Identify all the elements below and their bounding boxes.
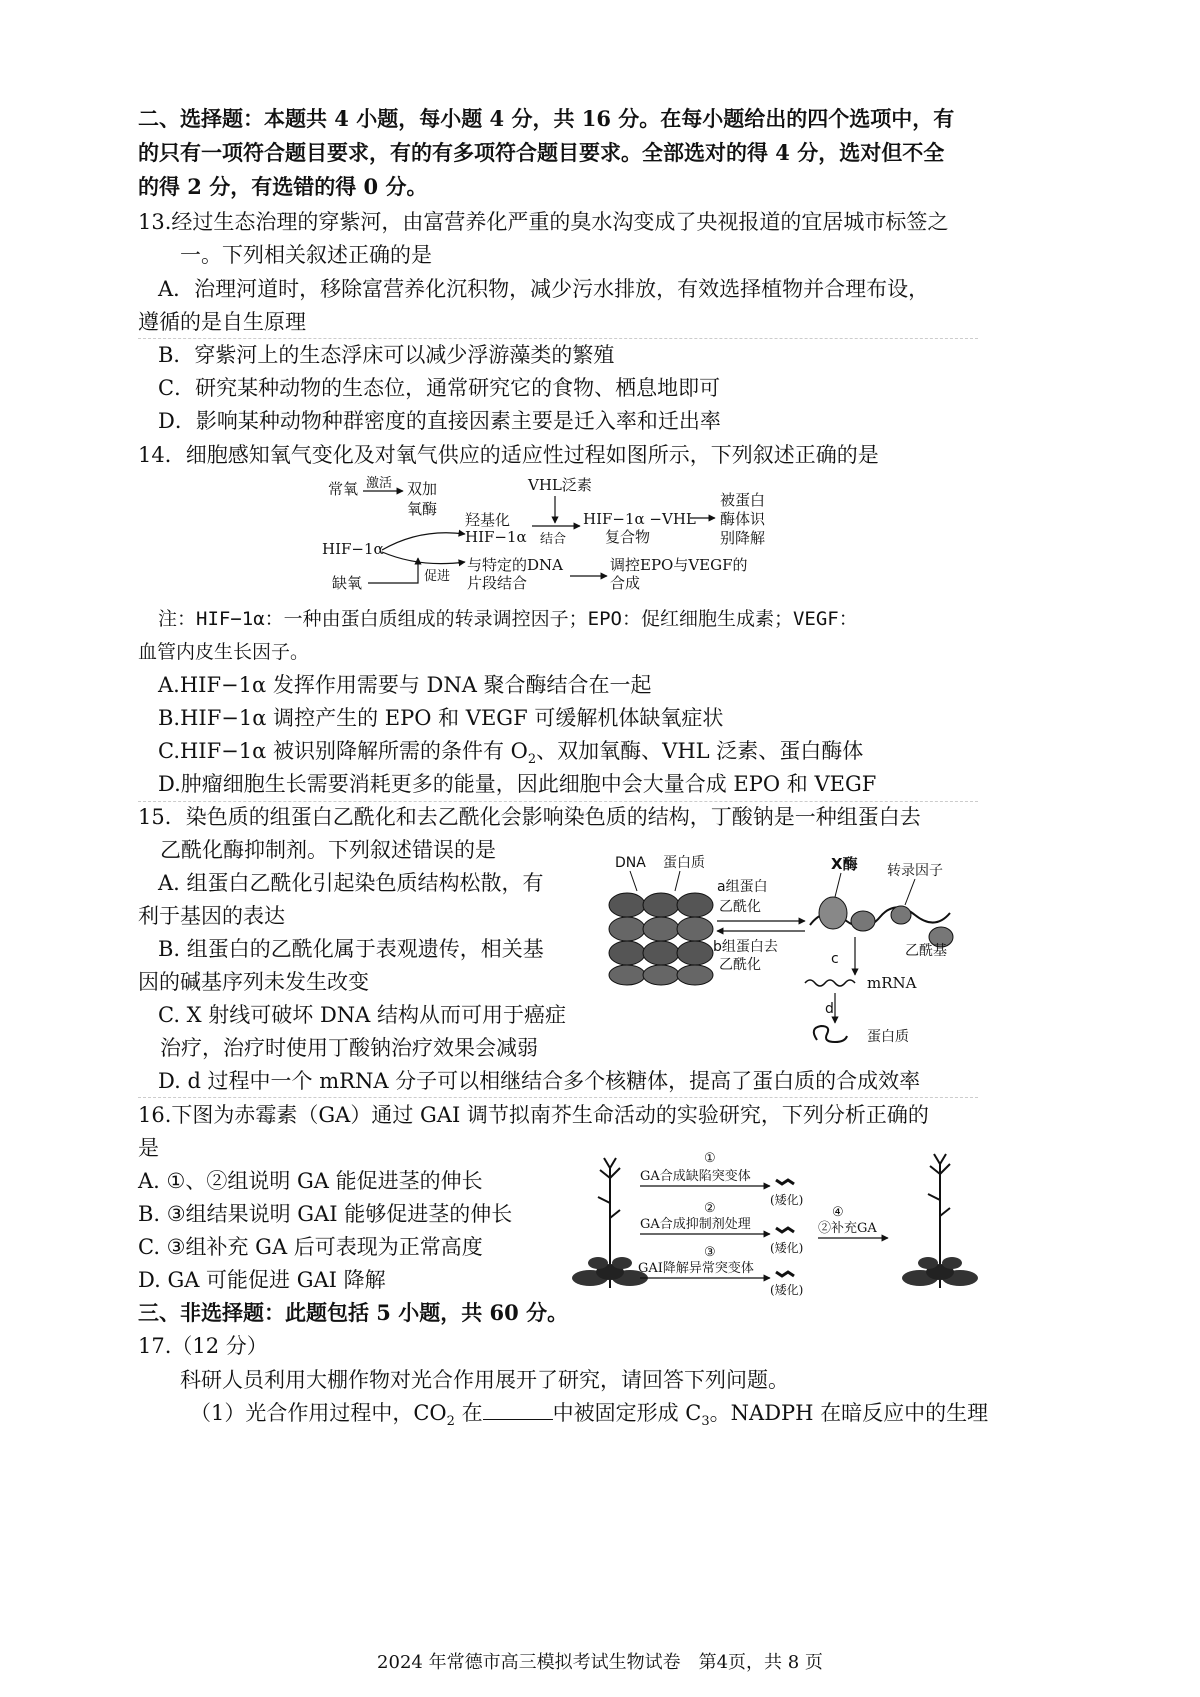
condensed-chromatin-icon [609, 893, 713, 985]
q16-option-a: A. ①、②组说明 GA 能促进茎的伸长 [138, 1169, 483, 1193]
dwarf-plant-icon [776, 1180, 794, 1184]
q17-intro: 科研人员利用大棚作物对光合作用展开了研究，请回答下列问题。 [180, 1368, 789, 1392]
activate-label: 激活 [366, 476, 393, 491]
process-c-label: c [831, 951, 839, 967]
bind-label: 结合 [540, 532, 567, 547]
q15-stem-2: 乙酰化酶抑制剂。下列叙述错误的是 [160, 838, 496, 862]
complex-label-2: 复合物 [605, 528, 651, 546]
hypoxia-label: 缺氧 [332, 574, 363, 592]
dna-binding-label-1: 与特定的DNA [467, 556, 563, 574]
group-2-number: ② [704, 1201, 716, 1216]
section3-header: 三、非选择题：此题包括 5 小题，共 60 分。 [138, 1300, 569, 1325]
normoxia-label: 常氧 [328, 480, 359, 498]
q14-stem: 14．细胞感知氧气变化及对氧气供应的适应性过程如图所示，下列叙述正确的是 [138, 443, 879, 467]
hydroxylation-label: 羟基化 [465, 511, 511, 529]
section2-line2: 的只有一项符合题目要求，有的有多项符合题目要求。全部选对的得 4 分，选对但不全 [138, 140, 945, 165]
q15-option-c-2: 治疗，治疗时使用丁酸钠治疗效果会减弱 [160, 1036, 538, 1060]
ga-gai-diagram [570, 1148, 980, 1298]
x-enzyme-label: X酶 [831, 855, 858, 873]
hif-oxygen-diagram [300, 470, 800, 600]
q15-option-d: D. d 过程中一个 mRNA 分子可以相继结合多个核糖体，提高了蛋白质的合成效率 [158, 1069, 921, 1093]
hif-hydroxy-label: HIF−1α [465, 528, 527, 546]
q16-option-d: D. GA 可能促进 GAI 降解 [138, 1268, 386, 1292]
q14-option-a: A.HIF−1α 发挥作用需要与 DNA 聚合酶结合在一起 [158, 673, 652, 697]
mrna-label: mRNA [867, 974, 917, 992]
divider [138, 1097, 978, 1098]
answer-blank[interactable] [483, 1399, 553, 1420]
regulate-label-1: 调控EPO与VEGF的 [610, 556, 748, 574]
open-chromatin-icon [810, 897, 953, 947]
group-1-label: GA合成缺陷突变体 [640, 1169, 751, 1184]
dwarf-plant-icon [776, 1228, 794, 1232]
q15-option-a-1: A. 组蛋白乙酰化引起染色质结构松散，有 [158, 871, 544, 895]
degrade-label-3: 别降解 [720, 529, 766, 547]
chromatin-diagram [605, 845, 975, 1065]
degrade-label-1: 被蛋白 [720, 491, 766, 509]
page-footer: 2024 年常德市高三模拟考试生物试卷 第4页，共 8 页 [377, 1652, 823, 1673]
dwarf-label-1: (矮化) [770, 1193, 804, 1207]
q14-note-1: 注：HIF−1α：一种由蛋白质组成的转录调控因子；EPO：促红细胞生成素；VEGF： [158, 608, 858, 630]
q17-head: 17.（12 分） [138, 1334, 268, 1358]
regulate-label-2: 合成 [610, 574, 641, 592]
section2-line1: 二、选择题：本题共 4 小题，每小题 4 分，共 16 分。在每小题给出的四个选项中，有 [138, 106, 955, 131]
dioxygenase-label-2: 氧酶 [407, 500, 438, 518]
q15-option-b-2: 因的碱基序列未发生改变 [138, 970, 369, 994]
degrade-label-2: 酶体识 [720, 510, 766, 528]
q14-option-d: D.肿瘤细胞生长需要消耗更多的能量，因此细胞中会大量合成 EPO 和 VEGF [158, 772, 877, 796]
q13-stem-1: 13.经过生态治理的穿紫河，由富营养化严重的臭水沟变成了央视报道的宜居城市标签之 [138, 210, 949, 234]
deacetylation-label-2: 乙酰化 [719, 957, 761, 973]
supplement-ga-label: ②补充GA [818, 1221, 877, 1236]
q13-option-d: D．影响某种动物种群密度的直接因素主要是迁入率和迁出率 [158, 409, 721, 433]
q15-option-b-1: B. 组蛋白的乙酰化属于表观遗传，相关基 [158, 937, 544, 961]
q16-stem-2: 是 [138, 1136, 159, 1160]
divider [138, 338, 978, 339]
group-3-number: ③ [704, 1245, 716, 1260]
mrna-icon [805, 980, 855, 986]
q13-option-a-1: A．治理河道时，移除富营养化沉积物，减少污水排放，有效选择植物并合理布设， [158, 277, 930, 301]
q13-stem-2: 一。下列相关叙述正确的是 [180, 243, 432, 267]
q13-option-c: C．研究某种动物的生态位，通常研究它的食物、栖息地即可 [158, 376, 721, 400]
q16-stem-1: 16.下图为赤霉素（GA）通过 GAI 调节拟南芥生命活动的实验研究，下列分析正确的 [138, 1103, 929, 1127]
plant-icon [572, 1158, 648, 1288]
group-3-label: GAI降解异常突变体 [638, 1261, 754, 1276]
acetylation-label-2: 乙酰化 [719, 899, 761, 915]
group-1-number: ① [704, 1151, 716, 1166]
section2-line3: 的得 2 分，有选错的得 0 分。 [138, 174, 428, 199]
q15-stem-1: 15．染色质的组蛋白乙酰化和去乙酰化会影响染色质的结构，丁酸钠是一种组蛋白去 [138, 805, 921, 829]
dwarf-plant-icon [776, 1272, 794, 1276]
q16-option-b: B. ③组结果说明 GAI 能够促进茎的伸长 [138, 1202, 513, 1226]
protein-top-label: 蛋白质 [663, 855, 705, 871]
dna-label: DNA [615, 855, 646, 871]
dioxygenase-label-1: 双加 [407, 480, 438, 498]
q14-option-c: C.HIF−1α 被识别降解所需的条件有 $O_2$、双加氧酶、VHL 泛素、蛋白酶体 [158, 739, 864, 768]
q17-part-1: （1）光合作用过程中，$CO_2$ 在 中被固定形成 $C_3$。NADPH 在暗反应中的生理 [190, 1401, 989, 1430]
dna-binding-label-2: 片段结合 [467, 574, 528, 592]
q15-option-c-1: C. X 射线可破坏 DNA 结构从而可用于癌症 [158, 1003, 567, 1027]
complex-label-1: HIF−1α −VHL [583, 510, 696, 528]
vhl-label: VHL泛素 [528, 476, 592, 494]
promote-label: 促进 [424, 569, 451, 584]
q16-option-c: C. ③组补充 GA 后可表现为正常高度 [138, 1235, 483, 1259]
protein-icon [814, 1026, 847, 1042]
acetylation-label-1: a组蛋白 [717, 879, 768, 895]
deacetylation-label-1: b组蛋白去 [713, 939, 778, 955]
protein-label: 蛋白质 [867, 1029, 909, 1045]
acetyl-label: 乙酰基 [905, 943, 947, 959]
dwarf-label-2: (矮化) [770, 1241, 804, 1255]
hif-label: HIF−1α [322, 540, 384, 558]
q14-option-b: B.HIF−1α 调控产生的 EPO 和 VEGF 可缓解机体缺氧症状 [158, 706, 724, 730]
group-2-label: GA合成抑制剂处理 [640, 1217, 751, 1232]
process-d-label: d [825, 1001, 834, 1017]
plant-icon [902, 1154, 978, 1288]
q13-option-a-2: 遵循的是自生原理 [138, 310, 306, 334]
q13-option-b: B．穿紫河上的生态浮床可以减少浮游藻类的繁殖 [158, 343, 615, 367]
q15-option-a-2: 利于基因的表达 [138, 904, 285, 928]
group-4-number: ④ [832, 1205, 844, 1220]
q14-note-2: 血管内皮生长因子。 [138, 641, 310, 663]
dwarf-label-3: (矮化) [770, 1283, 804, 1297]
transcription-factor-label: 转录因子 [887, 863, 943, 879]
